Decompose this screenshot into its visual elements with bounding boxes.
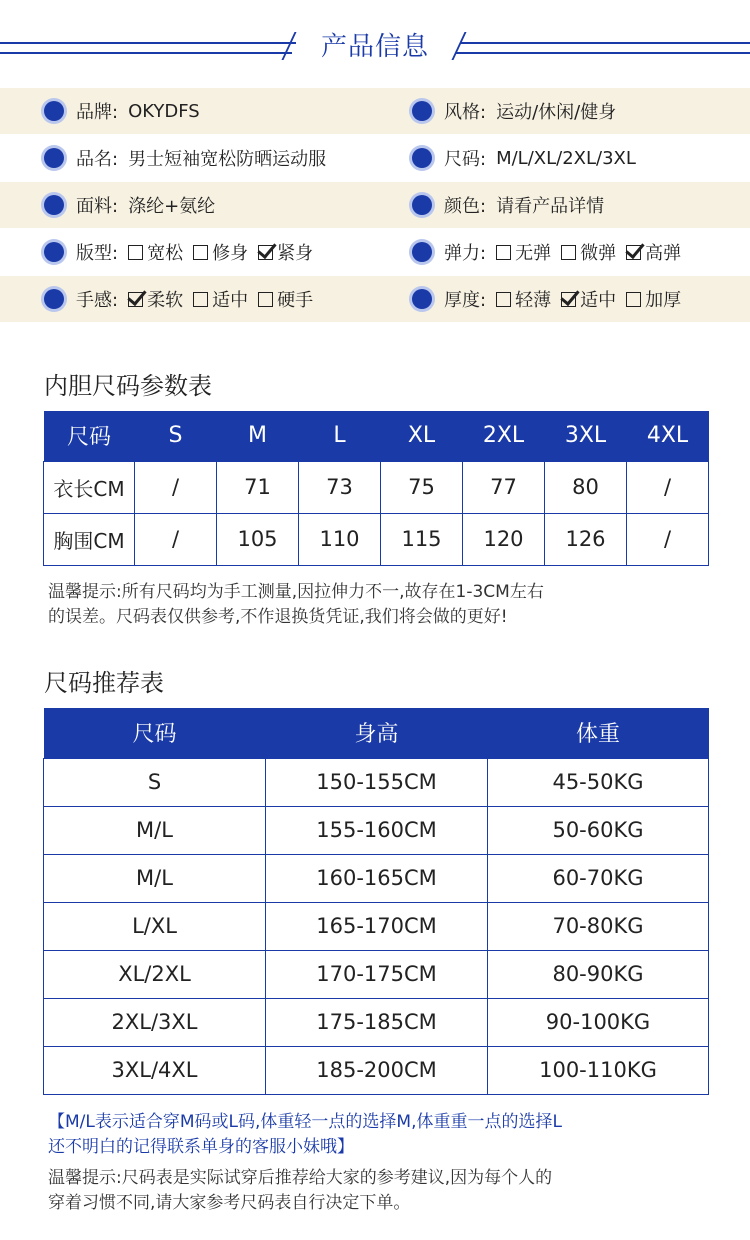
brand-label: 品牌:	[76, 102, 119, 123]
brand-value: OKYDFS	[128, 100, 200, 122]
bullet-icon	[44, 242, 64, 262]
table-cell: 105	[217, 513, 299, 565]
fit-option-loose: 宽松	[128, 239, 183, 265]
table-row	[44, 998, 709, 1046]
table-cell: 100-110KG	[488, 1046, 709, 1094]
feel-option-soft: 柔软	[128, 286, 183, 312]
feel-option-hard: 硬手	[258, 286, 313, 312]
size-table-note: 温馨提示:所有尺码均为手工测量,因拉伸力不一,故存在1-3CM左右 的误差。尺码表仅供参考,不作退换货凭证,我们将会做的更好!	[48, 582, 544, 627]
table-row	[44, 854, 709, 902]
table-cell: 80	[545, 461, 627, 513]
bullet-icon	[44, 195, 64, 215]
header-right-line-bottom	[456, 52, 750, 54]
info-row-3	[0, 182, 750, 228]
page-title: 产品信息	[320, 32, 429, 62]
checkbox-icon	[193, 292, 208, 307]
table-cell: 126	[545, 513, 627, 565]
checkbox-icon	[626, 292, 641, 307]
table-cell: 170-175CM	[266, 950, 488, 998]
table-cell: 150-155CM	[266, 758, 488, 806]
table-cell: 胸围CM	[44, 513, 135, 565]
info-row-1	[0, 88, 750, 134]
header-cell: 3XL	[545, 411, 627, 461]
table-cell: /	[135, 461, 217, 513]
checkbox-icon	[496, 292, 511, 307]
header-right-line-top	[460, 42, 750, 44]
table-row	[44, 513, 709, 565]
table-cell: 185-200CM	[266, 1046, 488, 1094]
checked-checkbox-icon	[626, 245, 641, 260]
table-row	[44, 1046, 709, 1094]
checkbox-icon	[258, 292, 273, 307]
table-cell: 60-70KG	[488, 854, 709, 902]
elastic-option-none: 无弹	[496, 239, 551, 265]
checkbox-icon	[561, 245, 576, 260]
table-cell: M/L	[44, 854, 266, 902]
table-row	[44, 461, 709, 513]
info-row-4	[0, 229, 750, 275]
table-cell: L/XL	[44, 902, 266, 950]
table-cell: 71	[217, 461, 299, 513]
size-table-title: 内胆尺码参数表	[44, 372, 212, 400]
rec-table	[43, 708, 709, 1095]
table-row	[44, 950, 709, 998]
bullet-icon	[44, 289, 64, 309]
checkbox-icon	[496, 245, 511, 260]
size-label: 尺码:	[444, 149, 487, 170]
rec-table-blue-note: 【M/L表示适合穿M码或L码,体重轻一点的选择M,体重重一点的选择L 还不明白的记得联系单身的客服小妹哦】	[48, 1112, 562, 1157]
table-cell: 165-170CM	[266, 902, 488, 950]
header-cell: 尺码	[44, 411, 135, 461]
fabric-value: 涤纶+氨纶	[128, 196, 216, 217]
info-row-5	[0, 276, 750, 322]
info-row-2	[0, 135, 750, 181]
table-cell: 3XL/4XL	[44, 1046, 266, 1094]
bullet-icon	[412, 195, 432, 215]
table-cell: 115	[381, 513, 463, 565]
color-value: 请看产品详情	[496, 196, 605, 217]
bullet-icon	[412, 289, 432, 309]
feel-option-medium: 适中	[193, 286, 248, 312]
checkbox-icon	[128, 245, 143, 260]
checked-checkbox-icon	[561, 292, 576, 307]
fabric-label: 面料:	[76, 196, 119, 217]
table-cell: 50-60KG	[488, 806, 709, 854]
fit-option-tight: 紧身	[258, 239, 313, 265]
header-cell: M	[217, 411, 299, 461]
table-cell: 160-165CM	[266, 854, 488, 902]
thickness-label: 厚度:	[444, 290, 487, 311]
header-cell: XL	[381, 411, 463, 461]
color-label: 颜色:	[444, 196, 487, 217]
elastic-option-high: 高弹	[626, 239, 681, 265]
fit-option-slim: 修身	[193, 239, 248, 265]
feel-label: 手感:	[76, 290, 119, 311]
header-cell: 体重	[488, 708, 709, 758]
thickness-option-thin: 轻薄	[496, 286, 551, 312]
header-cell: 身高	[266, 708, 488, 758]
table-cell: 110	[299, 513, 381, 565]
header-cell: L	[299, 411, 381, 461]
style-label: 风格:	[444, 102, 487, 123]
table-cell: 75	[381, 461, 463, 513]
table-row	[44, 902, 709, 950]
header-cell: 尺码	[44, 708, 266, 758]
fit-label: 版型:	[76, 243, 119, 264]
size-table-header	[44, 411, 709, 461]
table-row	[44, 806, 709, 854]
table-cell: 衣长CM	[44, 461, 135, 513]
checkbox-icon	[193, 245, 208, 260]
table-cell: 155-160CM	[266, 806, 488, 854]
table-cell: 45-50KG	[488, 758, 709, 806]
table-cell: /	[627, 513, 709, 565]
bullet-icon	[412, 148, 432, 168]
rec-table-note: 温馨提示:尺码表是实际试穿后推荐给大家的参考建议,因为每个人的 穿着习惯不同,请大家参考尺码表自行决定下单。	[48, 1168, 553, 1213]
thickness-option-thick: 加厚	[626, 286, 681, 312]
bullet-icon	[412, 242, 432, 262]
table-cell: 90-100KG	[488, 998, 709, 1046]
table-cell: 77	[463, 461, 545, 513]
bullet-icon	[44, 148, 64, 168]
table-cell: S	[44, 758, 266, 806]
name-value: 男士短袖宽松防晒运动服	[128, 149, 327, 170]
bullet-icon	[44, 101, 64, 121]
size-value: M/L/XL/2XL/3XL	[496, 147, 636, 169]
table-cell: 2XL/3XL	[44, 998, 266, 1046]
header-cell: S	[135, 411, 217, 461]
rec-table-header	[44, 708, 709, 758]
bullet-icon	[412, 101, 432, 121]
style-value: 运动/休闲/健身	[496, 102, 617, 123]
table-cell: /	[135, 513, 217, 565]
thickness-option-medium: 适中	[561, 286, 616, 312]
table-row	[44, 758, 709, 806]
checked-checkbox-icon	[258, 245, 273, 260]
header-cell: 2XL	[463, 411, 545, 461]
table-cell: 73	[299, 461, 381, 513]
rec-table-title: 尺码推荐表	[44, 669, 164, 697]
table-cell: XL/2XL	[44, 950, 266, 998]
header-cell: 4XL	[627, 411, 709, 461]
checked-checkbox-icon	[128, 292, 143, 307]
elastic-option-slight: 微弹	[561, 239, 616, 265]
name-label: 品名:	[76, 149, 119, 170]
size-table	[43, 411, 709, 566]
elastic-label: 弹力:	[444, 243, 487, 264]
table-cell: 80-90KG	[488, 950, 709, 998]
table-cell: M/L	[44, 806, 266, 854]
table-cell: /	[627, 461, 709, 513]
table-cell: 70-80KG	[488, 902, 709, 950]
table-cell: 120	[463, 513, 545, 565]
table-cell: 175-185CM	[266, 998, 488, 1046]
